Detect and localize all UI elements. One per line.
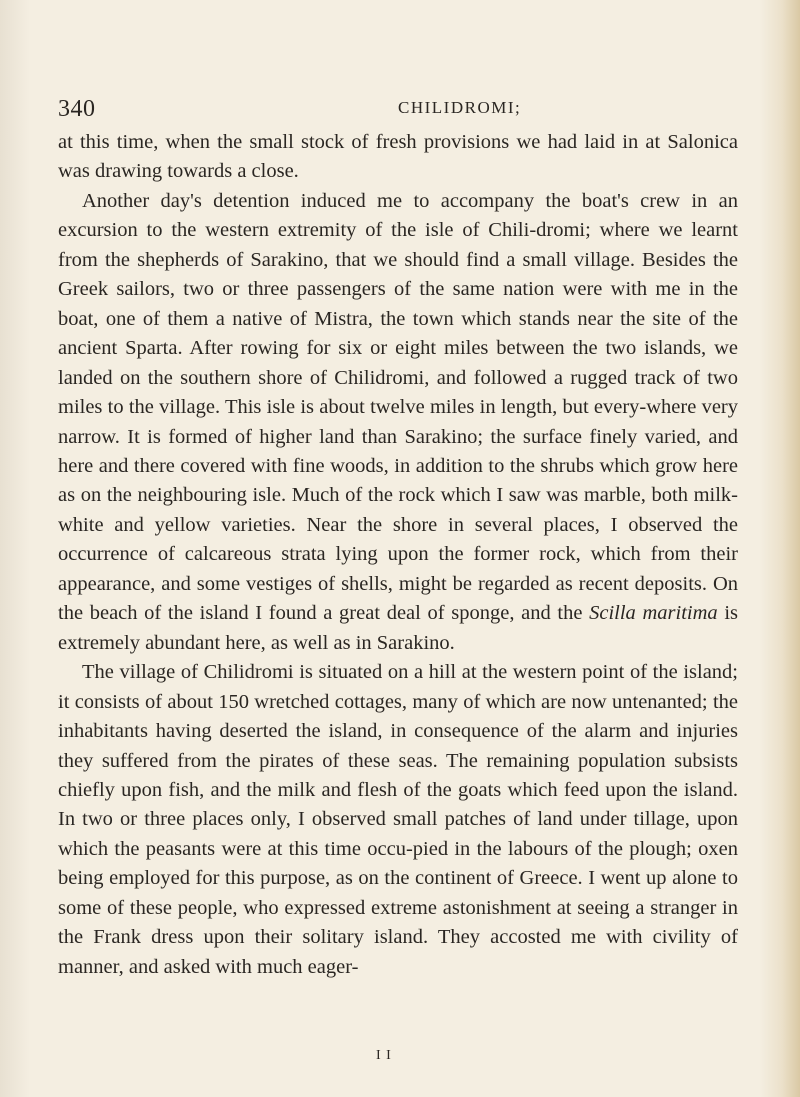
italic-term: Scilla maritima — [589, 602, 718, 625]
paragraph: The village of Chilidromi is situated on a hill at the western point of the island; it consists of about 150 wretched cottages, many of which are now untenanted; the inhabitants having deserted the island, in consequence of the alarm and injuries they suffered from the pirates of these seas. The remaining population subsists chiefly upon fish, and the milk and flesh of the goats which feed upon the island. In two or three places only, I observed small patches of land under tillage, upon which the peasants were at this time occu-pied in the labours of the plough; oxen being employed for this purpose, as on the continent of Greece. I went up alone to some of these people, who expressed extreme astonishment at seeing a stranger in the Frank dress upon their solitary island. They accosted me with civility of manner, and asked with much eager- — [58, 661, 738, 978]
paragraph-text: Another day's detention induced me to accompany the boat's crew in an excursion to the western extremity of the isle of Chili-dromi; where we learnt from the shepherds of Sarakino, that we should find a small village. Besides the Greek sailors, two or three passengers of the same nation were with me in the boat, one of them a native of Mistra, the town which stands near the site of the ancient Sparta. After rowing for six or eight miles between the two islands, we landed on the southern shore of Chilidromi, and followed a rugged track of two miles to the village. This isle is about twelve miles in length, but every-where very narrow. It is formed of higher land than Sarakino; the surface finely varied, and here and there covered with fine woods, in addition to the shrubs which grow here as on the neighbouring isle. Much of the rock which I saw was marble, both milk-white and yellow varieties. Near the shore in several places, I observed the occurrence of calcareous strata lying upon the former rock, which from their appearance, and some vestiges of shells, might be regarded as recent deposits. On the beach of the island I found a great deal of sponge, and the — [58, 189, 738, 625]
body-text — [58, 128, 738, 982]
paragraph: at this time, when the small stock of fresh provisions we had laid in at Salonica was drawing towards a close. — [58, 131, 738, 183]
paragraph — [58, 187, 738, 658]
paragraph-text: is extremely abundant here, as well as in Sarakino. — [58, 602, 739, 654]
signature-mark: I I — [376, 1048, 392, 1063]
page-number: 340 — [58, 96, 96, 122]
running-head: CHILIDROMI; — [398, 98, 522, 117]
page-header — [58, 96, 748, 126]
